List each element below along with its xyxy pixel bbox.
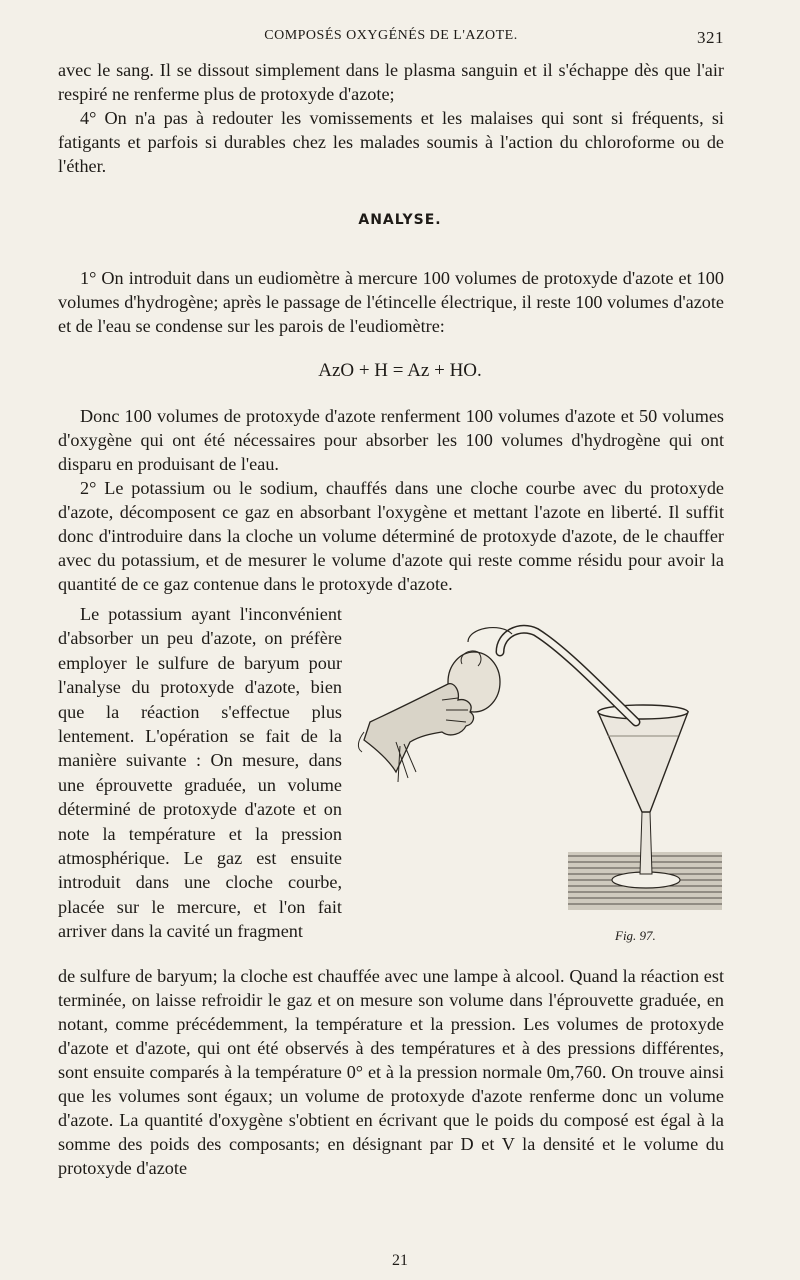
intro-paragraphs — [58, 58, 724, 178]
figure-caption: Fig. 97. — [615, 928, 656, 943]
running-head — [58, 28, 724, 52]
paragraph-volumes: Donc 100 volumes de protoxyde d'azote renferment 100 volumes d'azote et 50 volumes d'oxygène qui ont été nécessaires pour absorber les 100 volumes d'hydrogène qui ont disparu en produisant de l'eau. — [58, 406, 724, 474]
paragraph-analyse-1: 1° On introduit dans un eudiomètre à mercure 100 volumes de protoxyde d'azote et 100 volumes d'hydrogène; après le passage de l'étincelle électrique, il reste 100 volumes d'azote et de l'eau se condense sur les parois de l'eudiomètre: — [58, 268, 724, 336]
bottom-paragraph-block — [58, 964, 724, 1180]
paragraph-beside-figure-block — [58, 602, 342, 944]
chemical-equation: AzO + H = Az + HO. — [318, 360, 482, 381]
signature-mark: 21 — [392, 1252, 408, 1269]
paragraph-sulfure: Le potassium ayant l'inconvénient d'absorber un peu d'azote, on préfère employer le sulfure de baryum pour l'analyse du protoxyde d'azote, bien que la réaction s'effectue plus lentement. L'opération se fait de la manière suivante : On mesure, dans une éprouvette graduée, un volume déterminé de protoxyde d'azote et on note la température et la pression atmosphérique. Le gaz est ensuite introduit dans une cloche courbe, placée sur le mercure, et l'on fait arriver dans la cavité un fragment — [58, 604, 342, 942]
paragraph-continuation-bottom: de sulfure de baryum; la cloche est chauffée avec une lampe à alcool. Quand la réaction est terminée, on laisse refroidir le gaz et on mesure son volume dans l'éprouvette graduée, en notant, comme précédemment, la température et la pression. Les volumes de protoxyde d'azote et d'azote, qui ont été observés à des températures et à des pressions différentes, sont ensuite comparés à la température 0° et à la pression normale 0m,760. On trouve ainsi que les volumes sont égaux; un volume de protoxyde d'azote renferme donc un volume d'azote. La quantité d'oxygène s'obtient en écrivant que le poids du composé est égal à la somme des poids des composants; en désignant par D et V la densité et le volume du protoxyde d'azote — [58, 966, 724, 1178]
paragraph-point-2: 2° Le potassium ou le sodium, chauffés dans une cloche courbe avec du protoxyde d'azote, décomposent ce gaz en absorbant l'oxygène et mettant l'azote en liberté. Il suffit donc d'introduire dans la cloche un volume déterminé de protoxyde d'azote, de le chauffer avec du potassium, et de mesurer le volume d'azote qui reste comme résidu pour avoir la quantité de ce gaz contenue dans le protoxyde d'azote. — [58, 478, 724, 594]
hand-holding-bell-jar-illustration — [350, 612, 730, 942]
paragraph-point-4: 4° On n'a pas à redouter les vomissements et les malaises qui sont si fréquents, si fatigants et parfois si durables chez les malades soumis à l'action du chloroforme ou de l'éther. — [58, 108, 724, 176]
figure-97 — [350, 612, 730, 942]
analyse-paragraph-1-block — [58, 266, 724, 338]
running-title: COMPOSÉS OXYGÉNÉS DE L'AZOTE. — [264, 28, 518, 43]
paragraph-continuation: avec le sang. Il se dissout simplement dans le plasma sanguin et il s'échappe dès que l'air respiré ne renferme plus de protoxyde d'azote; — [58, 60, 724, 104]
section-heading: ANALYSE. — [358, 212, 442, 228]
page-number: 321 — [697, 28, 724, 47]
middle-paragraphs — [58, 404, 724, 596]
